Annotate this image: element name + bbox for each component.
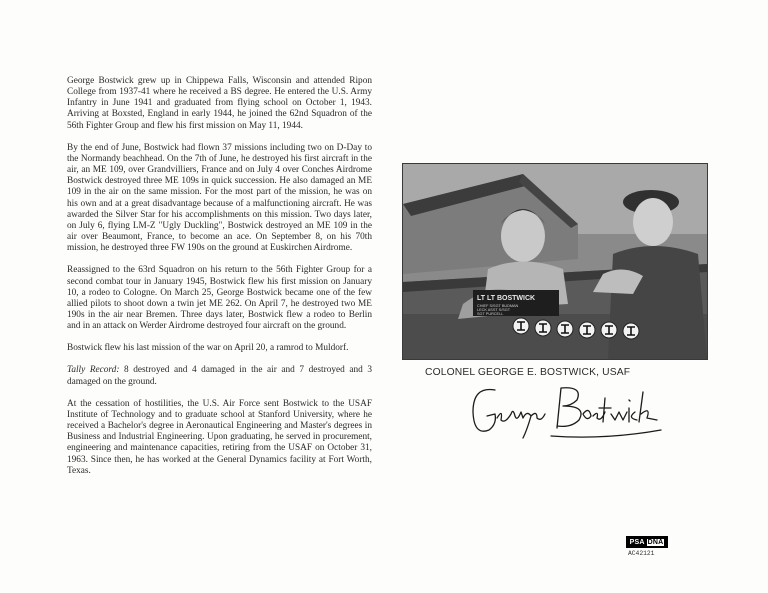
psa-label: PSA	[629, 538, 645, 546]
bio-paragraph-second-tour: Reassigned to the 63rd Squadron on his return to the 56th Fighter Group for a second combat tour in January 1945, Bostwick flew his first mission on January 10, a rodeo to Cologne. On March 25, George Bostwick became one of the few allied pilots to shoot down a twin jet ME 262. On April 7, he destroyed two ME 190s in the air near Bremen. Three days later, Bostwick flew a rodeo to Berlin and in an attack on Werder Airdrome destroyed four aircraft on the ground.	[67, 265, 372, 332]
signature-image	[465, 378, 685, 446]
crew-line-3: SGT PURCELL	[477, 312, 504, 316]
pilot-photograph	[402, 163, 708, 360]
bio-paragraph-early-life: George Bostwick grew up in Chippewa Falls, Wisconsin and attended Ripon College from 1937-41 where he received a BS degree. He entered the U.S. Army Infantry in June 1941 and graduated from flying school on October 1, 1943. Arriving at Boxsted, England in early 1944, he joined the 62nd Squadron of the 56th Fighter Group and flew his first mission on May 11, 1944.	[67, 76, 372, 131]
tally-record-text: 8 destroyed and 4 damaged in the air and 7 destroyed and 3 damaged on the ground.	[67, 365, 372, 387]
crew-line-1: CHIEF S/SGT BUDMAN	[477, 304, 519, 308]
bio-paragraph-last-mission: Bostwick flew his last mission of the war on April 20, a ramrod to Muldorf.	[67, 343, 349, 354]
certificate-number: AC42121	[628, 550, 655, 557]
bio-paragraph-first-tour: By the end of June, Bostwick had flown 37 missions including two on D-Day to the Normandy beachhead. On the 7th of June, he destroyed his first aircraft in the air, an ME 109, over Grandvilliers, France and on July 4 over Conches Airdrome Bostwick destroyed three ME 109s in quick succession. He also damaged an ME 109 in the air on the same mission. For the most part of the mission, he was on his own and at a great disadvantage because of a malfunctioning aircraft. He was awarded the Silver Star for his accomplishments on this mission. Two days later, on July 6, flying LM-Z "Ugly Duckling", Bostwick destroyed an ME 109 in the air over Beaumont, France, to become an ace. On September 8, on his 70th mission, he destroyed three FW 190s on the ground at Euskirchen Airdrome.	[67, 142, 372, 254]
bio-paragraph-tally	[67, 365, 372, 387]
biography-text	[67, 76, 372, 488]
crew-line-2: LECK ASST S/SGT	[477, 308, 511, 312]
dna-label: DNA	[647, 538, 664, 546]
tally-record-label: Tally Record:	[67, 365, 120, 376]
canopy-rail-name: LT LT BOSTWICK	[477, 295, 536, 302]
photo-caption: COLONEL GEORGE E. BOSTWICK, USAF	[425, 367, 631, 378]
authentication-sticker	[626, 536, 668, 548]
bio-paragraph-postwar: At the cessation of hostilities, the U.S. Air Force sent Bostwick to the USAF Institute of Technology and to graduate school at Stanford University, where he received a Bachelor's degree in Aeronautical Engineering and Master's degrees in Business and Industrial Engineering. Upon graduating, he served in procurement, engineering and maintenance capacities, retiring from the USAF on October 31, 1963. Since then, he has worked at the General Dynamics facility at Fort Worth, Texas.	[67, 398, 372, 476]
